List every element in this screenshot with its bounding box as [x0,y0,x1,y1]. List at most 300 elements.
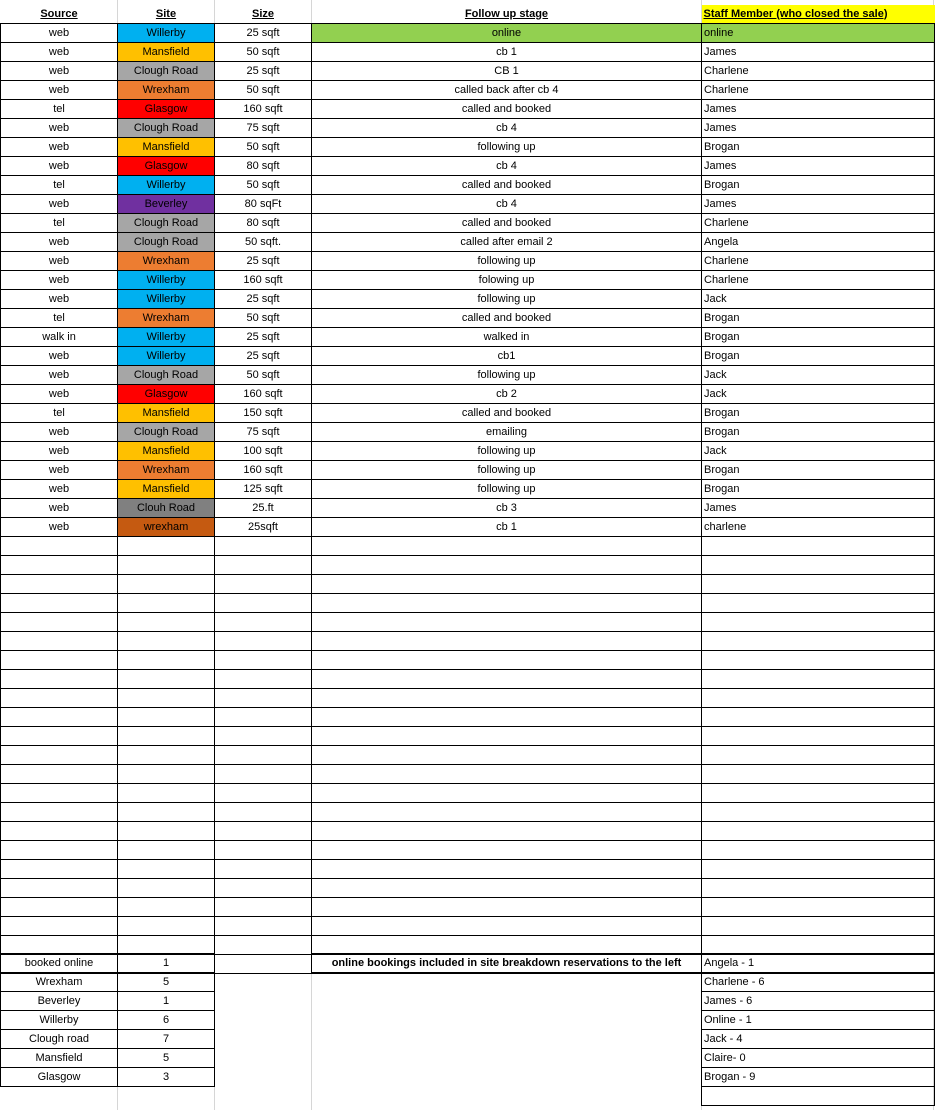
empty-cell[interactable] [118,936,215,955]
follow-up-cell[interactable]: called and booked [312,100,702,119]
empty-cell[interactable] [312,746,702,765]
empty-cell[interactable] [215,670,312,689]
source-cell[interactable]: web [1,518,118,537]
follow-up-cell[interactable]: called and booked [312,404,702,423]
empty-row [1,746,935,765]
source-cell[interactable]: web [1,233,118,252]
staff-cell[interactable]: Angela [702,233,935,252]
site-cell[interactable]: Clough Road [118,366,215,385]
empty-cell[interactable] [118,860,215,879]
size-cell[interactable]: 25.ft [215,499,312,518]
summary-staff-count[interactable]: Charlene - 6 [702,973,935,992]
staff-cell[interactable]: Charlene [702,252,935,271]
empty-cell [312,1068,702,1087]
follow-up-cell[interactable]: cb 1 [312,518,702,537]
source-cell[interactable]: web [1,195,118,214]
source-cell[interactable]: web [1,366,118,385]
empty-cell[interactable] [702,632,935,651]
empty-cell[interactable] [312,575,702,594]
staff-cell[interactable]: James [702,157,935,176]
summary-site-label[interactable]: Mansfield [1,1049,118,1068]
empty-cell[interactable] [702,822,935,841]
size-cell[interactable]: 125 sqft [215,480,312,499]
empty-cell[interactable] [215,1049,312,1068]
source-cell[interactable]: walk in [1,328,118,347]
empty-cell[interactable] [702,727,935,746]
empty-cell[interactable] [1,689,118,708]
summary-row [1,992,935,1011]
follow-up-cell[interactable]: emailing [312,423,702,442]
site-cell[interactable]: Clough Road [118,423,215,442]
staff-cell[interactable]: Brogan [702,309,935,328]
empty-cell[interactable] [312,936,702,955]
table-row [1,309,935,328]
empty-cell[interactable] [702,765,935,784]
summary-site-count[interactable]: 1 [118,954,215,973]
size-cell[interactable]: 50 sqft [215,43,312,62]
empty-cell[interactable] [215,860,312,879]
staff-cell[interactable]: James [702,499,935,518]
source-cell[interactable]: web [1,62,118,81]
size-cell[interactable]: 25 sqft [215,328,312,347]
source-cell[interactable]: tel [1,404,118,423]
empty-cell[interactable] [118,841,215,860]
size-cell[interactable]: 160 sqft [215,385,312,404]
follow-up-cell[interactable]: cb 4 [312,119,702,138]
follow-up-cell[interactable]: called and booked [312,176,702,195]
empty-cell[interactable] [1,765,118,784]
follow-up-cell[interactable]: following up [312,138,702,157]
staff-cell[interactable]: Charlene [702,62,935,81]
follow-up-cell[interactable]: called after email 2 [312,233,702,252]
empty-cell[interactable] [1,784,118,803]
empty-cell[interactable] [118,594,215,613]
summary-site-count[interactable]: 3 [118,1068,215,1087]
staff-cell[interactable]: James [702,100,935,119]
empty-row [1,556,935,575]
empty-cell[interactable] [1,936,118,955]
empty-cell[interactable] [1,708,118,727]
empty-cell[interactable] [702,898,935,917]
empty-cell[interactable] [1,917,118,936]
empty-row [1,689,935,708]
empty-cell[interactable] [118,1087,215,1106]
staff-cell[interactable]: Charlene [702,271,935,290]
empty-cell[interactable] [702,879,935,898]
empty-cell [312,1049,702,1068]
site-cell[interactable]: Glasgow [118,157,215,176]
empty-cell[interactable] [702,1087,935,1106]
empty-cell[interactable] [215,936,312,955]
source-cell[interactable]: web [1,423,118,442]
empty-cell[interactable] [312,670,702,689]
empty-cell[interactable] [215,594,312,613]
follow-up-cell[interactable]: following up [312,480,702,499]
empty-cell[interactable] [215,632,312,651]
source-cell[interactable]: tel [1,309,118,328]
summary-site-count[interactable]: 6 [118,1011,215,1030]
site-cell[interactable]: Willerby [118,347,215,366]
empty-cell[interactable] [312,689,702,708]
empty-cell[interactable] [702,556,935,575]
staff-cell[interactable]: Brogan [702,461,935,480]
empty-cell[interactable] [1,613,118,632]
size-cell[interactable]: 25sqft [215,518,312,537]
follow-up-cell[interactable]: following up [312,366,702,385]
staff-cell[interactable]: Brogan [702,176,935,195]
follow-up-cell[interactable]: called and booked [312,214,702,233]
empty-cell[interactable] [1,841,118,860]
follow-up-cell[interactable]: cb 4 [312,157,702,176]
empty-cell[interactable] [215,879,312,898]
source-cell[interactable]: web [1,138,118,157]
empty-cell[interactable] [312,594,702,613]
header-site[interactable]: Site [155,7,177,20]
empty-cell[interactable] [312,822,702,841]
staff-cell[interactable]: James [702,43,935,62]
site-cell[interactable]: Mansfield [118,442,215,461]
table-row [1,100,935,119]
follow-up-cell[interactable]: cb1 [312,347,702,366]
summary-staff-count[interactable]: Angela - 1 [702,954,935,973]
empty-cell[interactable] [702,689,935,708]
empty-cell[interactable] [118,708,215,727]
staff-cell[interactable]: Brogan [702,480,935,499]
summary-site-label[interactable]: Beverley [1,992,118,1011]
empty-cell[interactable] [118,898,215,917]
summary-staff-count[interactable]: Online - 1 [702,1011,935,1030]
empty-cell[interactable] [215,727,312,746]
size-cell[interactable]: 80 sqft [215,214,312,233]
empty-cell[interactable] [215,917,312,936]
empty-cell[interactable] [215,803,312,822]
empty-cell[interactable] [702,936,935,955]
empty-cell[interactable] [118,575,215,594]
empty-cell[interactable] [215,556,312,575]
empty-cell[interactable] [1,860,118,879]
empty-row [1,841,935,860]
empty-cell[interactable] [312,841,702,860]
staff-cell[interactable]: Brogan [702,138,935,157]
size-cell[interactable]: 80 sqft [215,157,312,176]
header-row [1,5,935,24]
empty-cell[interactable] [118,689,215,708]
empty-cell[interactable] [312,1087,702,1106]
empty-cell[interactable] [312,898,702,917]
empty-row [1,708,935,727]
summary-site-label[interactable]: booked online [1,954,118,973]
empty-cell[interactable] [118,746,215,765]
source-cell[interactable]: web [1,290,118,309]
source-cell[interactable]: web [1,119,118,138]
empty-cell[interactable] [215,1011,312,1030]
empty-cell[interactable] [215,1068,312,1087]
staff-cell[interactable]: Charlene [702,81,935,100]
follow-up-cell[interactable]: following up [312,290,702,309]
source-cell[interactable]: tel [1,176,118,195]
source-cell[interactable]: web [1,24,118,43]
empty-cell[interactable] [118,632,215,651]
site-cell[interactable]: Mansfield [118,404,215,423]
empty-cell[interactable] [1,537,118,556]
empty-cell[interactable] [312,537,702,556]
size-cell[interactable]: 50 sqft [215,176,312,195]
empty-cell[interactable] [702,860,935,879]
empty-cell[interactable] [312,651,702,670]
staff-cell[interactable]: Charlene [702,214,935,233]
staff-cell[interactable]: Jack [702,366,935,385]
site-cell[interactable]: Clough Road [118,214,215,233]
empty-cell[interactable] [215,841,312,860]
empty-cell[interactable] [312,784,702,803]
empty-cell[interactable] [118,784,215,803]
empty-cell[interactable] [1,898,118,917]
source-cell[interactable]: web [1,385,118,404]
summary-site-count[interactable]: 7 [118,1030,215,1049]
follow-up-cell[interactable]: cb 4 [312,195,702,214]
site-cell[interactable]: Willerby [118,290,215,309]
site-cell[interactable]: Clough Road [118,233,215,252]
empty-cell[interactable] [215,1030,312,1049]
site-cell[interactable]: Clough Road [118,62,215,81]
empty-cell[interactable] [1,822,118,841]
empty-cell[interactable] [118,765,215,784]
empty-cell[interactable] [118,651,215,670]
source-cell[interactable]: web [1,480,118,499]
site-cell[interactable]: Willerby [118,176,215,195]
staff-cell[interactable]: Brogan [702,328,935,347]
site-cell[interactable]: Wrexham [118,81,215,100]
empty-cell[interactable] [215,708,312,727]
staff-cell[interactable]: Brogan [702,423,935,442]
empty-row [1,765,935,784]
source-cell[interactable]: web [1,271,118,290]
staff-cell[interactable]: charlene [702,518,935,537]
summary-staff-count[interactable]: Claire- 0 [702,1049,935,1068]
empty-cell[interactable] [702,784,935,803]
empty-cell[interactable] [312,708,702,727]
empty-cell[interactable] [118,917,215,936]
summary-site-count[interactable]: 5 [118,973,215,992]
source-cell[interactable]: web [1,252,118,271]
empty-cell[interactable] [215,784,312,803]
empty-cell[interactable] [312,765,702,784]
empty-cell[interactable] [702,803,935,822]
staff-cell[interactable]: James [702,119,935,138]
empty-cell[interactable] [215,822,312,841]
follow-up-cell[interactable]: cb 1 [312,43,702,62]
staff-cell[interactable]: Jack [702,442,935,461]
summary-site-count[interactable]: 5 [118,1049,215,1068]
empty-cell[interactable] [312,727,702,746]
empty-cell[interactable] [215,689,312,708]
size-cell[interactable]: 50 sqft [215,309,312,328]
empty-cell[interactable] [702,613,935,632]
empty-cell[interactable] [702,651,935,670]
empty-cell[interactable] [118,556,215,575]
follow-up-cell[interactable]: called and booked [312,309,702,328]
source-cell[interactable]: tel [1,100,118,119]
empty-cell[interactable] [215,537,312,556]
summary-site-label[interactable]: Wrexham [1,973,118,992]
empty-cell[interactable] [1,879,118,898]
follow-up-cell[interactable]: following up [312,461,702,480]
empty-cell[interactable] [312,556,702,575]
site-cell[interactable]: Mansfield [118,138,215,157]
header-staff-member[interactable]: Staff Member (who closed the sale) [702,5,935,24]
empty-cell[interactable] [702,841,935,860]
size-cell[interactable]: 25 sqft [215,62,312,81]
source-cell[interactable]: web [1,442,118,461]
summary-staff-count[interactable]: James - 6 [702,992,935,1011]
size-cell[interactable]: 50 sqft [215,81,312,100]
size-cell[interactable]: 50 sqft [215,138,312,157]
source-cell[interactable]: web [1,461,118,480]
site-cell[interactable]: Clouh Road [118,499,215,518]
staff-cell[interactable]: Jack [702,290,935,309]
summary-staff-count[interactable]: Brogan - 9 [702,1068,935,1087]
follow-up-cell[interactable]: cb 3 [312,499,702,518]
empty-cell[interactable] [1,1087,118,1106]
empty-cell[interactable] [118,670,215,689]
empty-cell[interactable] [312,613,702,632]
empty-cell[interactable] [312,879,702,898]
size-cell[interactable]: 50 sqft. [215,233,312,252]
site-cell[interactable]: Wrexham [118,309,215,328]
empty-cell[interactable] [1,803,118,822]
site-cell[interactable]: Willerby [118,271,215,290]
follow-up-cell[interactable]: following up [312,442,702,461]
staff-cell[interactable]: Brogan [702,347,935,366]
empty-cell[interactable] [312,803,702,822]
summary-staff-count[interactable]: Jack - 4 [702,1030,935,1049]
follow-up-cell[interactable]: CB 1 [312,62,702,81]
empty-cell[interactable] [1,746,118,765]
size-cell[interactable]: 50 sqft [215,366,312,385]
source-cell[interactable]: web [1,43,118,62]
empty-cell[interactable] [215,973,312,992]
summary-site-label[interactable]: Clough road [1,1030,118,1049]
site-cell[interactable]: Beverley [118,195,215,214]
empty-cell[interactable] [215,613,312,632]
empty-cell[interactable] [312,632,702,651]
summary-site-label[interactable]: Glasgow [1,1068,118,1087]
source-cell[interactable]: tel [1,214,118,233]
staff-cell[interactable]: Brogan [702,404,935,423]
empty-row [1,670,935,689]
empty-cell[interactable] [1,670,118,689]
summary-site-label[interactable]: Willerby [1,1011,118,1030]
size-cell[interactable]: 25 sqft [215,290,312,309]
empty-cell[interactable] [1,556,118,575]
empty-cell[interactable] [118,879,215,898]
empty-cell[interactable] [702,708,935,727]
size-cell[interactable]: 160 sqft [215,461,312,480]
follow-up-cell[interactable]: cb 2 [312,385,702,404]
summary-site-count[interactable]: 1 [118,992,215,1011]
site-cell[interactable]: Willerby [118,24,215,43]
empty-cell[interactable] [702,575,935,594]
size-cell[interactable]: 25 sqft [215,252,312,271]
empty-cell[interactable] [118,822,215,841]
empty-cell[interactable] [312,860,702,879]
empty-cell[interactable] [118,537,215,556]
empty-cell[interactable] [312,917,702,936]
empty-cell[interactable] [215,992,312,1011]
empty-cell[interactable] [1,632,118,651]
empty-cell[interactable] [1,651,118,670]
source-cell[interactable]: web [1,81,118,100]
header-size[interactable]: Size [251,7,274,20]
empty-cell[interactable] [702,746,935,765]
source-cell[interactable]: web [1,157,118,176]
size-cell[interactable]: 150 sqft [215,404,312,423]
site-cell[interactable]: Clough Road [118,119,215,138]
empty-cell[interactable] [215,765,312,784]
empty-cell[interactable] [118,613,215,632]
site-cell[interactable]: Mansfield [118,43,215,62]
site-cell[interactable]: Glasgow [118,385,215,404]
size-cell[interactable]: 75 sqft [215,423,312,442]
site-cell[interactable]: wrexham [118,518,215,537]
size-cell[interactable]: 160 sqft [215,100,312,119]
empty-cell[interactable] [1,594,118,613]
size-cell[interactable]: 80 sqFt [215,195,312,214]
empty-cell[interactable] [702,537,935,556]
size-cell[interactable]: 75 sqft [215,119,312,138]
empty-cell[interactable] [215,898,312,917]
empty-cell[interactable] [702,594,935,613]
empty-cell[interactable] [118,727,215,746]
staff-cell[interactable]: James [702,195,935,214]
size-cell[interactable]: 100 sqft [215,442,312,461]
empty-cell[interactable] [215,1087,312,1106]
size-cell[interactable]: 160 sqft [215,271,312,290]
empty-cell[interactable] [215,575,312,594]
empty-cell[interactable] [215,651,312,670]
staff-cell[interactable]: online [702,24,935,43]
empty-cell[interactable] [215,954,312,973]
source-cell[interactable]: web [1,499,118,518]
table-row [1,157,935,176]
follow-up-cell[interactable]: folowing up [312,271,702,290]
table-row [1,461,935,480]
header-source[interactable]: Source [40,7,78,20]
site-cell[interactable]: Willerby [118,328,215,347]
follow-up-cell[interactable]: walked in [312,328,702,347]
empty-cell[interactable] [118,803,215,822]
site-cell[interactable]: Wrexham [118,461,215,480]
staff-cell[interactable]: Jack [702,385,935,404]
empty-cell[interactable] [702,670,935,689]
size-cell[interactable]: 25 sqft [215,24,312,43]
site-cell[interactable]: Glasgow [118,100,215,119]
source-cell[interactable]: web [1,347,118,366]
site-cell[interactable]: Wrexham [118,252,215,271]
size-cell[interactable]: 25 sqft [215,347,312,366]
empty-cell[interactable] [702,917,935,936]
site-cell[interactable]: Mansfield [118,480,215,499]
empty-cell[interactable] [1,575,118,594]
follow-up-cell[interactable]: called back after cb 4 [312,81,702,100]
header-follow-up-stage[interactable]: Follow up stage [464,7,549,20]
empty-cell[interactable] [215,746,312,765]
summary-note[interactable]: online bookings included in site breakdown reservations to the left [312,954,702,973]
empty-cell[interactable] [1,727,118,746]
follow-up-cell[interactable]: online [312,24,702,43]
empty-cell [312,1011,702,1030]
follow-up-cell[interactable]: following up [312,252,702,271]
